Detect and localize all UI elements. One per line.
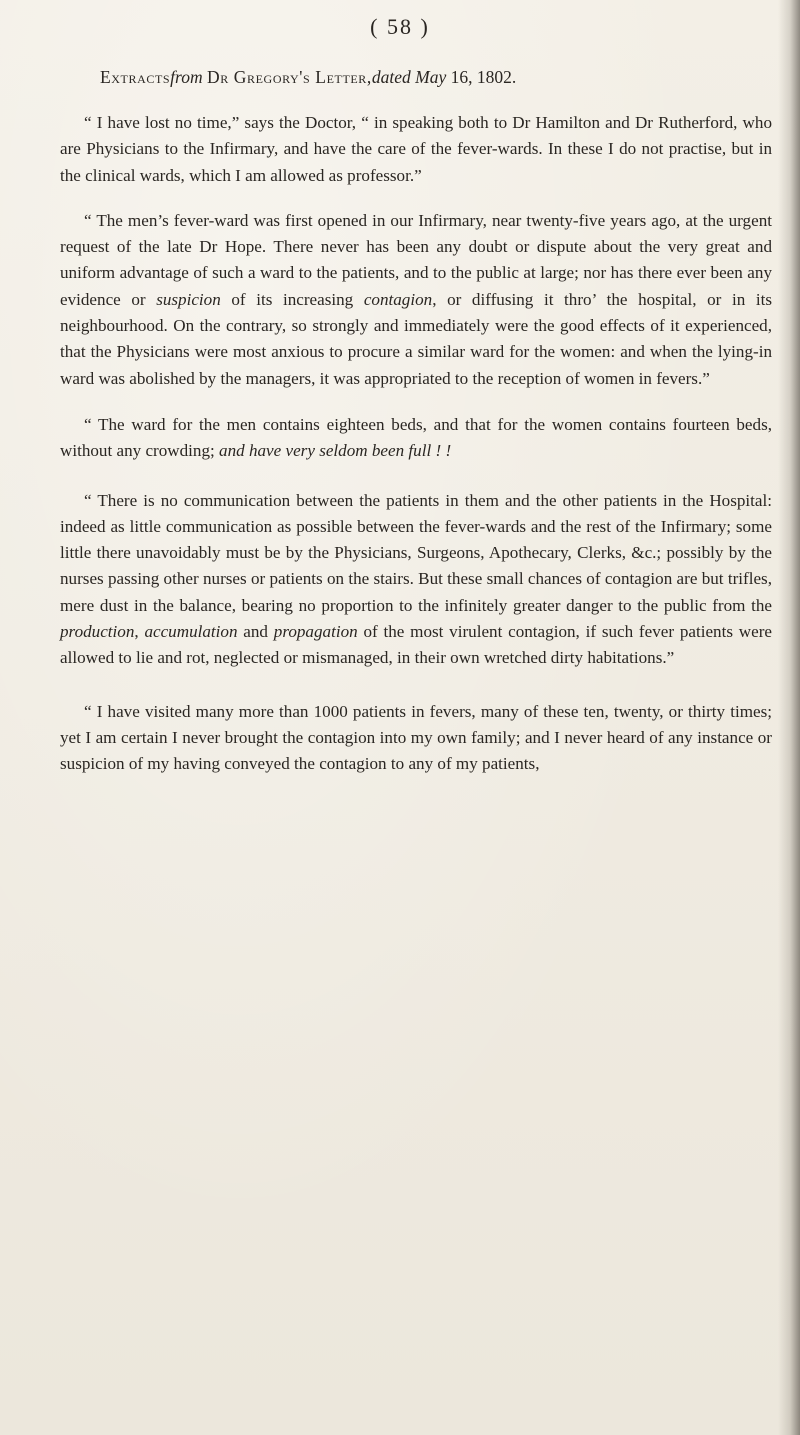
paragraph-1: “ I have lost no time,” says the Doctor, “ in speaking both to Dr Hamilton and Dr Rutherford, who are Physicians to the Infirmary, and have the care of the fever-wards. In these I do not practise, but in the clinical wards, which I am allowed as professor.” bbox=[60, 113, 772, 185]
paragraph-4-italic-accumulation: accumulation bbox=[144, 622, 238, 642]
paragraph-3 bbox=[60, 412, 772, 465]
heading-extracts: Extracts bbox=[100, 67, 171, 87]
section-heading bbox=[100, 67, 780, 88]
paragraph-4-italic-propagation: propagation bbox=[273, 622, 358, 642]
paragraph-2 bbox=[60, 208, 772, 392]
heading-date: 16, 1802. bbox=[450, 67, 517, 87]
paragraph-4-part-4: of the most virulent contagion, if such fever patients were allowed to lie and rot, neglected or mismanaged, in their own wretched dirty habitations.” bbox=[60, 622, 772, 668]
page-edge-shadow bbox=[778, 0, 800, 1435]
heading-dated: dated May bbox=[371, 67, 447, 87]
letter-text bbox=[60, 110, 772, 778]
paragraph-4-part-3: and bbox=[237, 622, 274, 642]
heading-from: from bbox=[170, 67, 203, 87]
paragraph-2-part-2: of its increasing bbox=[220, 289, 364, 309]
paragraph-4-part-1: “ There is no communication between the patients in them and the other patients in the Hospital: indeed as little communication as possible between the fever-wards and the rest of the Infirmary; some little there unavoidably must be by the Physicians, Surgeons, Apothecary, Clerks, &c.; possibly by the nurses passing other nurses or patients on the stairs. But these small chances of contagion are but trifles, mere dust in the balance, bearing no proportion to the infinitely greater danger to the public from the bbox=[60, 490, 772, 615]
paragraph-2-italic-contagion: contagion bbox=[363, 289, 433, 309]
paragraph-4-italic-production: production bbox=[60, 622, 135, 642]
paragraph-3-italic-seldom-full: and have very seldom been full ! ! bbox=[219, 441, 452, 461]
page-number: ( 58 ) bbox=[370, 14, 430, 39]
paragraph-2-italic-suspicion: suspicion bbox=[156, 289, 221, 309]
paragraph-4 bbox=[60, 488, 772, 672]
paragraph-3-part-1: “ The ward for the men contains eighteen beds, and that for the women contains fourteen beds, without any crowding; bbox=[60, 414, 772, 461]
paragraph-4-part-2: , bbox=[134, 622, 145, 642]
paragraph-5: “ I have visited many more than 1000 patients in fevers, many of these ten, twenty, or thirty times; yet I am certain I never brought the contagion into my own family; and I never heard of any instance or suspicion of my having conveyed the contagion to any of my patients, bbox=[60, 701, 772, 774]
paragraph-2-part-3: , or diffusing it thro’ the hospital, or in its neighbourhood. On the contrary, so strongly and immediately were the good effects of it experienced, that the Physicians were most anxious to procure a similar ward for the women: and when the lying-in ward was abolished by the managers, it was appropriated to the reception of women in fevers.” bbox=[60, 289, 772, 388]
paragraph-2-part-1: “ The men’s fever-ward was first opened in our Infirmary, near twenty-five years ago, at the urgent request of the late Dr Hope. There never has been any doubt or dispute about the very great and uniform advantage of such a ward to the patients, and to the public at large; nor has there ever been any evidence or bbox=[60, 210, 772, 309]
heading-author: Dr Gregory's Letter, bbox=[206, 67, 372, 87]
